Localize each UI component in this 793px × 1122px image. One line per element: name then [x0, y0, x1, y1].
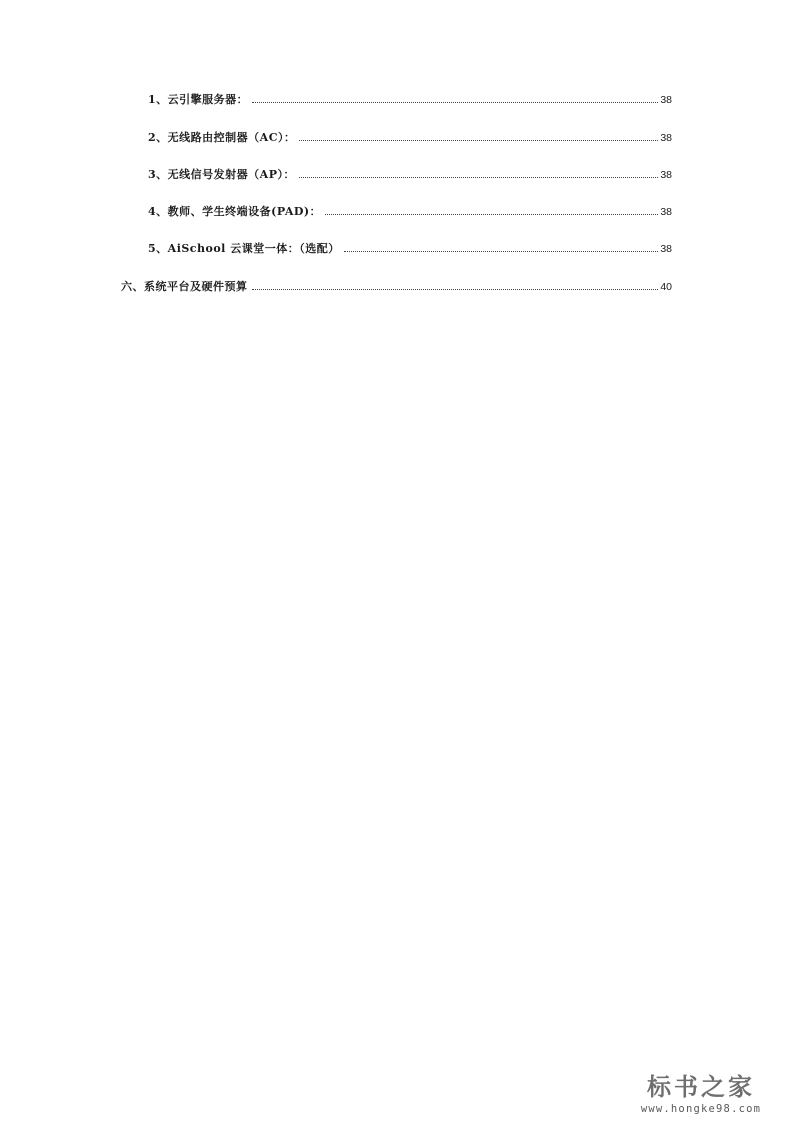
toc-entry-label: 1、云引擎服务器： [148, 93, 249, 106]
toc-entry[interactable] [121, 280, 672, 294]
toc-dot-leader [252, 289, 659, 290]
toc-entry-label: 2、无线路由控制器（AC）： [148, 131, 296, 144]
toc-dot-leader [299, 140, 658, 141]
toc-entry[interactable] [148, 93, 672, 107]
watermark-brand: 标书之家 [647, 1073, 755, 1101]
toc-page-number: 38 [660, 94, 672, 106]
toc-dot-leader [344, 251, 659, 252]
toc-entry-label: 六、系统平台及硬件预算 [121, 280, 248, 293]
toc-page-number: 38 [660, 169, 672, 181]
toc-entry[interactable] [148, 205, 672, 219]
toc-entry[interactable] [148, 242, 672, 256]
watermark-url: www.hongke98.com [640, 1103, 762, 1115]
toc-entry-label: 4、教师、学生终端设备(PAD)： [148, 205, 322, 218]
toc-entry-label: 3、无线信号发射器（AP）： [148, 168, 295, 181]
toc-page-number: 38 [660, 206, 672, 218]
toc-entry-label: 5、AiSchool 云课堂一体：（选配） [148, 242, 340, 255]
toc-page-number: 38 [660, 132, 672, 144]
toc-entry[interactable] [148, 131, 672, 145]
toc-dot-leader [252, 102, 658, 103]
toc-page-number: 40 [660, 281, 672, 293]
watermark-logo [621, 1072, 781, 1116]
toc-dot-leader [299, 177, 658, 178]
toc-entry[interactable] [148, 168, 672, 182]
toc-dot-leader [325, 214, 658, 215]
toc-page-number: 38 [660, 243, 672, 255]
